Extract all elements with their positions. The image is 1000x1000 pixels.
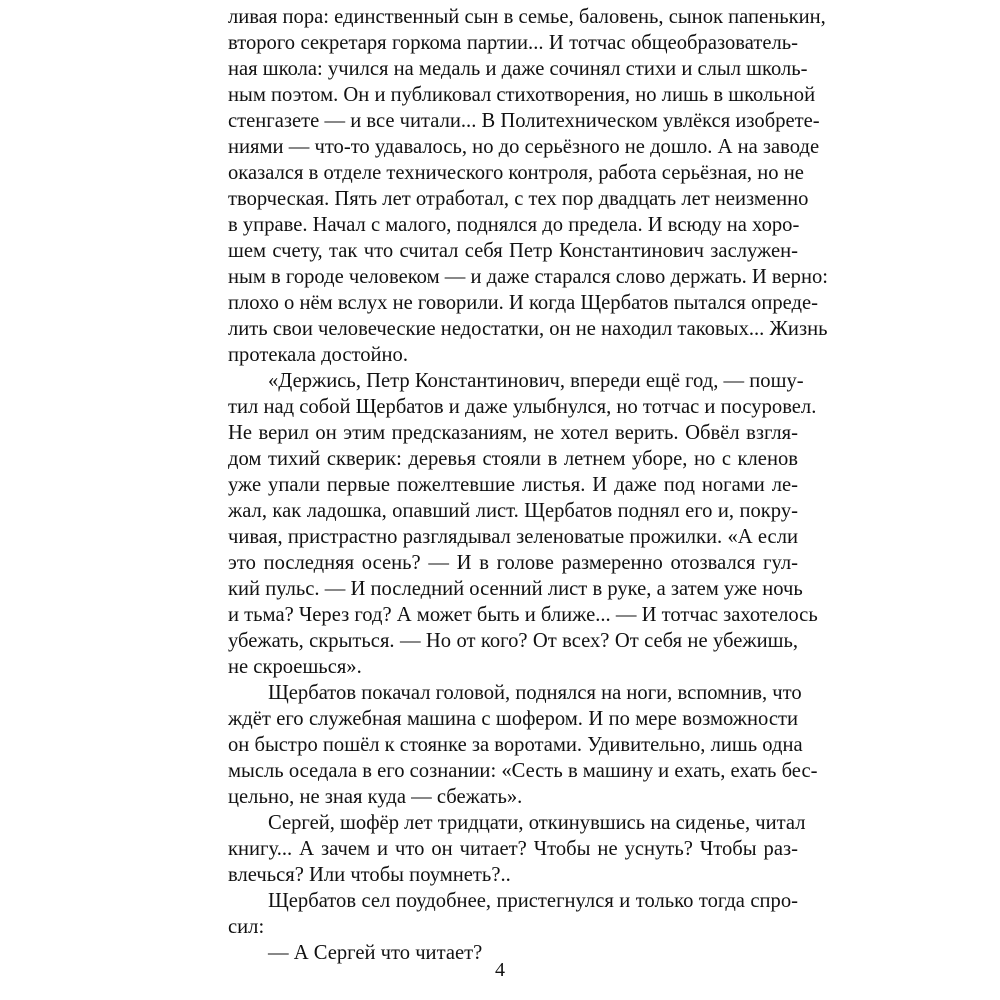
text-line: протекала достойно.: [228, 344, 409, 366]
text-line: кий пульс. — И последний осенний лист в руке, а затем уже ночь: [228, 578, 803, 600]
text-line: Сергей, шофёр лет тридцати, откинувшись на сиденье, читал: [268, 812, 806, 834]
text-line: мысль оседала в его сознании: «Сесть в машину и ехать, ехать бес-: [228, 760, 818, 782]
text-line: дом тихий скверик: деревья стояли в летнем уборе, но с кленов: [228, 448, 798, 470]
text-line: — А Сергей что читает?: [268, 942, 483, 964]
text-line: второго секретаря горкома партии... И тотчас общеобразователь-: [228, 32, 798, 54]
text-line: стенгазете — и все читали... В Политехническом увлёкся изобрете-: [228, 110, 820, 132]
text-line: цельно, не зная куда — сбежать».: [228, 786, 523, 808]
text-line: «Держись, Петр Константинович, впереди ещё год, — пошу-: [268, 370, 804, 392]
text-line: влечься? Или чтобы поумнеть?..: [228, 864, 511, 886]
text-line: ждёт его служебная машина с шофером. И по мере возможности: [228, 708, 798, 730]
text-line: Щербатов сел поудобнее, пристегнулся и только тогда спро-: [268, 890, 798, 912]
text-line: он быстро пошёл к стоянке за воротами. Удивительно, лишь одна: [228, 734, 803, 756]
text-line: плохо о нём вслух не говорили. И когда Щербатов пытался опреде-: [228, 292, 819, 314]
text-line: творческая. Пять лет отработал, с тех пор двадцать лет неизменно: [228, 188, 809, 210]
text-line: Не верил он этим предсказаниям, не хотел верить. Обвёл взгля-: [228, 422, 798, 444]
text-line: ная школа: учился на медаль и даже сочинял стихи и слыл школь-: [228, 58, 808, 80]
text-line: тил над собой Щербатов и даже улыбнулся, но тотчас и посуровел.: [228, 396, 817, 418]
text-line: не скроешься».: [228, 656, 362, 678]
page-number: 4: [495, 959, 505, 981]
text-line: уже упали первые пожелтевшие листья. И даже под ногами ле-: [228, 474, 798, 496]
text-line: лить свои человеческие недостатки, он не находил таковых... Жизнь: [228, 318, 828, 340]
text-line: ливая пора: единственный сын в семье, баловень, сынок папенькин,: [228, 6, 826, 28]
text-line: чивая, пристрастно разглядывал зеленоватые прожилки. «А если: [228, 526, 798, 548]
text-line: это последняя осень? — И в голове размеренно отозвался гул-: [228, 552, 798, 574]
text-line: ным в городе человеком — и даже старался слово держать. И верно:: [228, 266, 829, 288]
text-line: в управе. Начал с малого, поднялся до предела. И всюду на хоро-: [228, 214, 800, 236]
text-line: жал, как ладошка, опавший лист. Щербатов поднял его и, покру-: [228, 500, 798, 522]
text-line: убежать, скрыться. — Но от кого? От всех? От себя не убежишь,: [228, 630, 798, 652]
text-line: Щербатов покачал головой, поднялся на ноги, вспомнив, что: [268, 682, 802, 704]
text-line: сил:: [228, 916, 265, 938]
text-line: ниями — что-то удавалось, но до серьёзного не дошло. А на заводе: [228, 136, 820, 158]
text-line: шем счету, так что считал себя Петр Константинович заслужен-: [228, 240, 798, 262]
text-line: оказался в отделе технического контроля, работа серьёзная, но не: [228, 162, 804, 184]
text-line: и тьма? Через год? А может быть и ближе... — И тотчас захотелось: [228, 604, 818, 626]
text-line: ным поэтом. Он и публиковал стихотворения, но лишь в школьной: [228, 84, 816, 106]
text-line: книгу... А зачем и что он читает? Чтобы не уснуть? Чтобы раз-: [228, 838, 798, 860]
